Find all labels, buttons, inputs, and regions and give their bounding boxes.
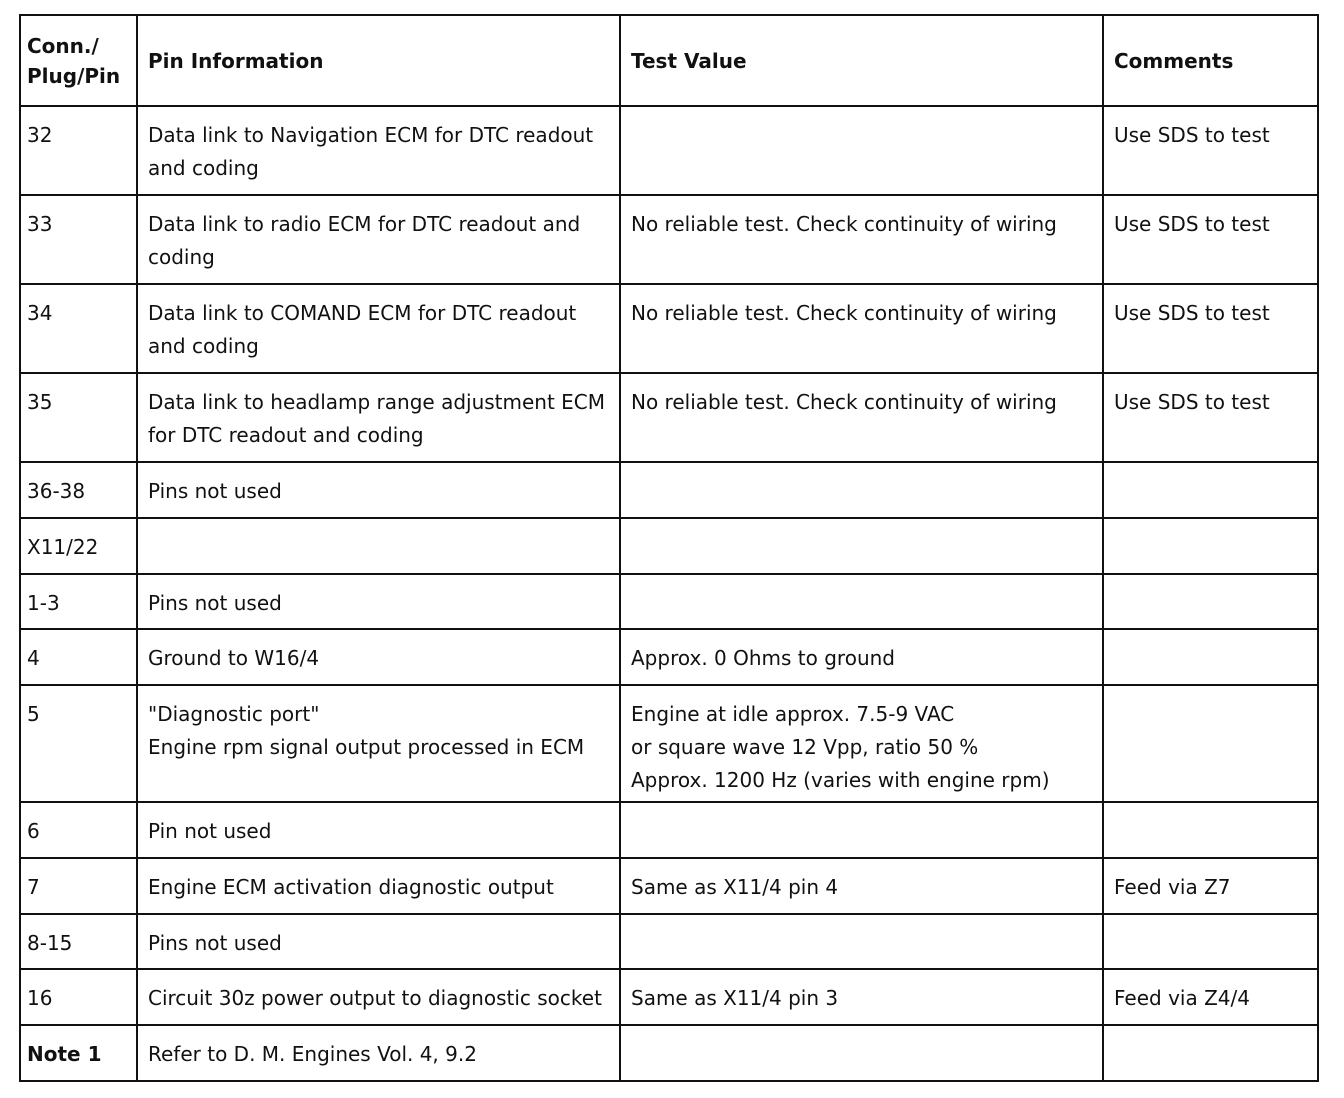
test-cell: No reliable test. Check continuity of wiring [620, 373, 1103, 462]
comment-cell: Feed via Z4/4 [1103, 969, 1318, 1025]
table-row [20, 284, 1318, 373]
info-cell [137, 518, 620, 574]
test-cell [620, 574, 1103, 629]
header-row [20, 15, 1318, 106]
test-cell [620, 518, 1103, 574]
test-cell: Same as X11/4 pin 3 [620, 969, 1103, 1025]
test-cell [620, 685, 1103, 802]
test-cell: Approx. 0 Ohms to ground [620, 629, 1103, 685]
table-row [20, 195, 1318, 284]
info-cell: Data link to Navigation ECM for DTC readout and coding [137, 106, 620, 195]
info-cell: Data link to radio ECM for DTC readout and coding [137, 195, 620, 284]
test-line: Approx. 1200 Hz (varies with engine rpm) [631, 768, 1050, 792]
test-cell [620, 462, 1103, 518]
comment-cell [1103, 802, 1318, 858]
info-cell: Refer to D. M. Engines Vol. 4, 9.2 [137, 1025, 620, 1081]
info-cell: Pins not used [137, 914, 620, 969]
comment-cell [1103, 462, 1318, 518]
info-cell: Pins not used [137, 462, 620, 518]
comment-cell [1103, 629, 1318, 685]
header-comments: Comments [1103, 15, 1318, 106]
table-row [20, 574, 1318, 629]
pin-cell: 6 [20, 802, 137, 858]
header-pin-information: Pin Information [137, 15, 620, 106]
pin-cell: 4 [20, 629, 137, 685]
pin-cell: 16 [20, 969, 137, 1025]
table-row [20, 462, 1318, 518]
test-line: Engine at idle approx. 7.5-9 VAC [631, 702, 955, 726]
comment-cell: Use SDS to test [1103, 373, 1318, 462]
info-line: Engine rpm signal output processed in ECM [148, 735, 585, 759]
pin-cell: 36-38 [20, 462, 137, 518]
info-cell: Pins not used [137, 574, 620, 629]
test-cell [620, 802, 1103, 858]
pin-cell: 1-3 [20, 574, 137, 629]
comment-cell: Use SDS to test [1103, 106, 1318, 195]
header-test-value: Test Value [620, 15, 1103, 106]
comment-cell: Use SDS to test [1103, 195, 1318, 284]
test-cell [620, 106, 1103, 195]
table-row [20, 969, 1318, 1025]
pin-information-table [19, 14, 1319, 1082]
comment-cell: Use SDS to test [1103, 284, 1318, 373]
info-cell: Pin not used [137, 802, 620, 858]
table-row [20, 518, 1318, 574]
info-line: "Diagnostic port" [148, 702, 320, 726]
info-cell [137, 685, 620, 802]
table-row [20, 802, 1318, 858]
test-cell: No reliable test. Check continuity of wiring [620, 195, 1103, 284]
pin-cell: 34 [20, 284, 137, 373]
info-cell: Data link to COMAND ECM for DTC readout and coding [137, 284, 620, 373]
table-row [20, 629, 1318, 685]
comment-cell [1103, 685, 1318, 802]
info-cell: Ground to W16/4 [137, 629, 620, 685]
comment-cell [1103, 914, 1318, 969]
test-cell: No reliable test. Check continuity of wiring [620, 284, 1103, 373]
test-cell: Same as X11/4 pin 4 [620, 858, 1103, 914]
info-cell: Engine ECM activation diagnostic output [137, 858, 620, 914]
table-row [20, 914, 1318, 969]
pin-cell: X11/22 [20, 518, 137, 574]
table-row [20, 685, 1318, 802]
header-conn [20, 15, 137, 106]
comment-cell [1103, 574, 1318, 629]
table-row [20, 373, 1318, 462]
header-conn-line: Conn./ [27, 33, 99, 58]
comment-cell: Feed via Z7 [1103, 858, 1318, 914]
header-conn-line: Plug/Pin [27, 63, 121, 88]
pin-cell: 8-15 [20, 914, 137, 969]
pin-cell: 35 [20, 373, 137, 462]
test-cell [620, 1025, 1103, 1081]
pin-cell: 5 [20, 685, 137, 802]
pin-cell: 33 [20, 195, 137, 284]
table-row [20, 106, 1318, 195]
info-cell: Circuit 30z power output to diagnostic socket [137, 969, 620, 1025]
table-row [20, 858, 1318, 914]
comment-cell [1103, 518, 1318, 574]
pin-cell: Note 1 [20, 1025, 137, 1081]
info-cell: Data link to headlamp range adjustment ECM for DTC readout and coding [137, 373, 620, 462]
table-row [20, 1025, 1318, 1081]
test-cell [620, 914, 1103, 969]
comment-cell [1103, 1025, 1318, 1081]
pin-cell: 32 [20, 106, 137, 195]
pin-cell: 7 [20, 858, 137, 914]
test-line: or square wave 12 Vpp, ratio 50 % [631, 735, 979, 759]
